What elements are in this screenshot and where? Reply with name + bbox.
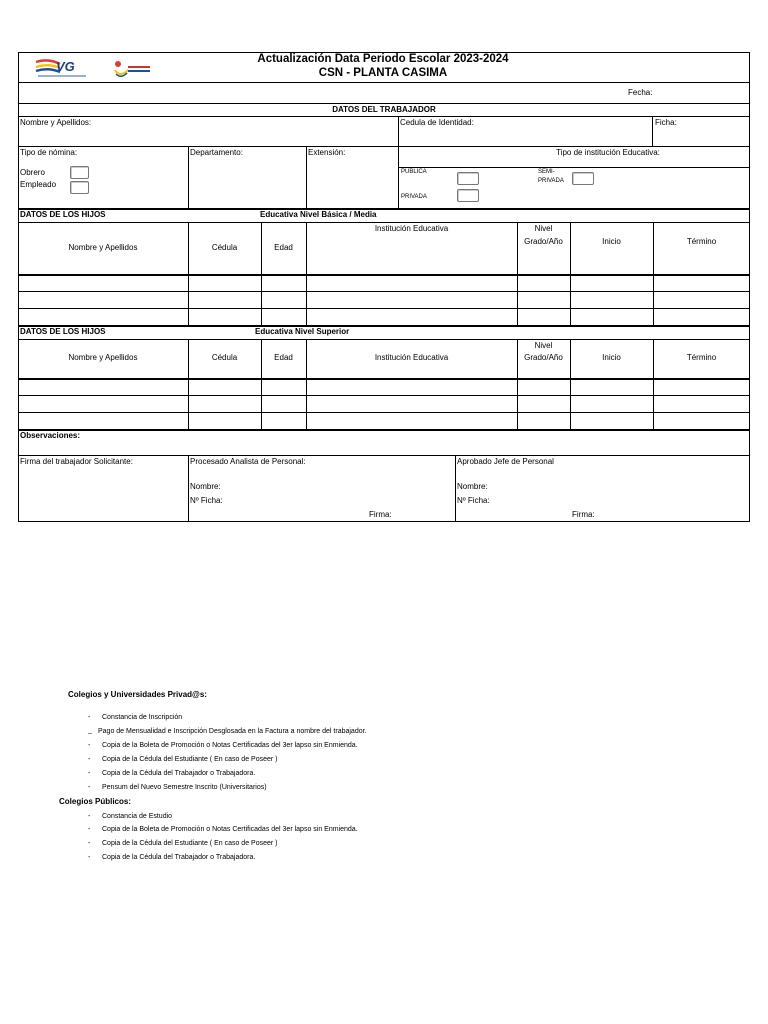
col-institucion: Institución Educativa [374,224,449,233]
col-cedula: Cédula [211,243,238,252]
form-table [18,52,750,522]
col-grado: Grado/Año [524,237,563,246]
col-nombre: Nombre y Apellidos [68,353,138,362]
jefe-nombre-label: Nombre: [457,482,488,491]
public-requirements-title: Colegios Públicos: [59,797,132,806]
form-title-line1: Actualización Data Periodo Escolar 2023-2024 [257,53,509,65]
list-item: - [88,770,91,777]
col-institucion: Institución Educativa [374,353,449,362]
col-nivel: Nivel [534,224,553,233]
list-item: Pago de Mensualidad e Inscripción Desglosada en la Factura a nombre del trabajador. [98,728,367,735]
col-nombre: Nombre y Apellidos [68,243,138,252]
departamento-label: Departamento: [190,148,243,157]
col-edad: Edad [274,243,293,252]
privada-checkbox[interactable] [457,189,479,202]
semiprivada-checkbox[interactable] [572,172,594,185]
nombre-label: Nombre y Apellidos: [20,118,92,127]
list-item: - [88,756,91,763]
list-item: - [88,714,91,721]
jefe-label: Aprobado Jefe de Personal [457,457,554,466]
firma-solicitante-label: Firma del trabajador Solicitante: [20,457,133,466]
semi-label-1: SEMI- [538,169,555,175]
ficha-label: Ficha: [655,118,677,127]
analista-ficha-label: Nº Ficha: [190,496,223,505]
list-item: _ [88,727,92,734]
private-requirements-title: Colegios y Universidades Privad@s: [68,690,207,699]
empleado-checkbox[interactable] [70,181,89,194]
list-item: Copia de la Cédula del Trabajador o Trabajadora. [102,854,256,861]
children-superior-level: Educativa Nivel Superior [255,327,350,336]
col-termino: Término [686,237,717,246]
col-edad: Edad [274,353,293,362]
tipo-nomina-label: Tipo de nómina: [20,148,78,157]
list-item: Copia de la Cédula del Estudiante ( En caso de Poseer ) [102,840,278,847]
col-termino: Término [686,353,717,362]
list-item: Copia de la Boleta de Promoción o Notas Certificadas del 3er lapso sin Enmienda. [102,826,358,833]
empleado-label: Empleado [20,180,57,189]
extension-label: Extensión: [308,148,346,157]
publica-label: PÚBLICA [401,169,427,175]
analista-nombre-label: Nombre: [190,482,221,491]
fecha-label: Fecha: [628,88,653,97]
col-nivel: Nivel [534,341,553,350]
list-item: Constancia de Estudio [102,813,173,820]
col-inicio: Inicio [602,353,621,362]
list-item: - [88,784,91,791]
col-cedula: Cédula [211,353,238,362]
observaciones-label: Observaciones: [20,431,81,440]
form-title-line2: CSN - PLANTA CASIMA [318,67,448,79]
children-basic-level: Educativa Nivel Básica / Media [260,210,377,219]
children-superior-title: DATOS DE LOS HIJOS [20,327,106,336]
list-item: Constancia de Inscripción [102,714,183,721]
publica-checkbox[interactable] [457,172,479,185]
jefe-ficha-label: Nº Ficha: [457,496,490,505]
list-item: - [88,813,91,820]
privada-label: PRIVADA [401,194,427,200]
jefe-firma-label: Firma: [572,510,595,519]
worker-section-title: DATOS DEL TRABAJADOR [332,105,436,114]
tipo-institucion-label: Tipo de institución Educativa: [556,148,660,157]
col-grado: Grado/Año [524,353,563,362]
list-item: - [88,742,91,749]
obrero-label: Obrero [20,168,45,177]
list-item: Copia de la Cédula del Trabajador o Trabajadora. [102,770,256,777]
analista-label: Procesado Analista de Personal: [190,457,306,466]
list-item: Copia de la Cédula del Estudiante ( En caso de Poseer ) [102,756,278,763]
analista-firma-label: Firma: [369,510,392,519]
col-inicio: Inicio [602,237,621,246]
cedula-label: Cedula de Identidad: [400,118,474,127]
children-basic-title: DATOS DE LOS HIJOS [20,210,106,219]
list-item: - [88,840,91,847]
list-item: - [88,854,91,861]
svg-text:VG: VG [56,59,75,74]
list-item: Copia de la Boleta de Promoción o Notas Certificadas del 3er lapso sin Enmienda. [102,742,358,749]
list-item: - [88,826,91,833]
semi-label-2: PRIVADA [538,178,564,184]
list-item: Pensum del Nuevo Semestre Inscrito (Universitarios) [102,784,267,791]
obrero-checkbox[interactable] [70,166,89,179]
